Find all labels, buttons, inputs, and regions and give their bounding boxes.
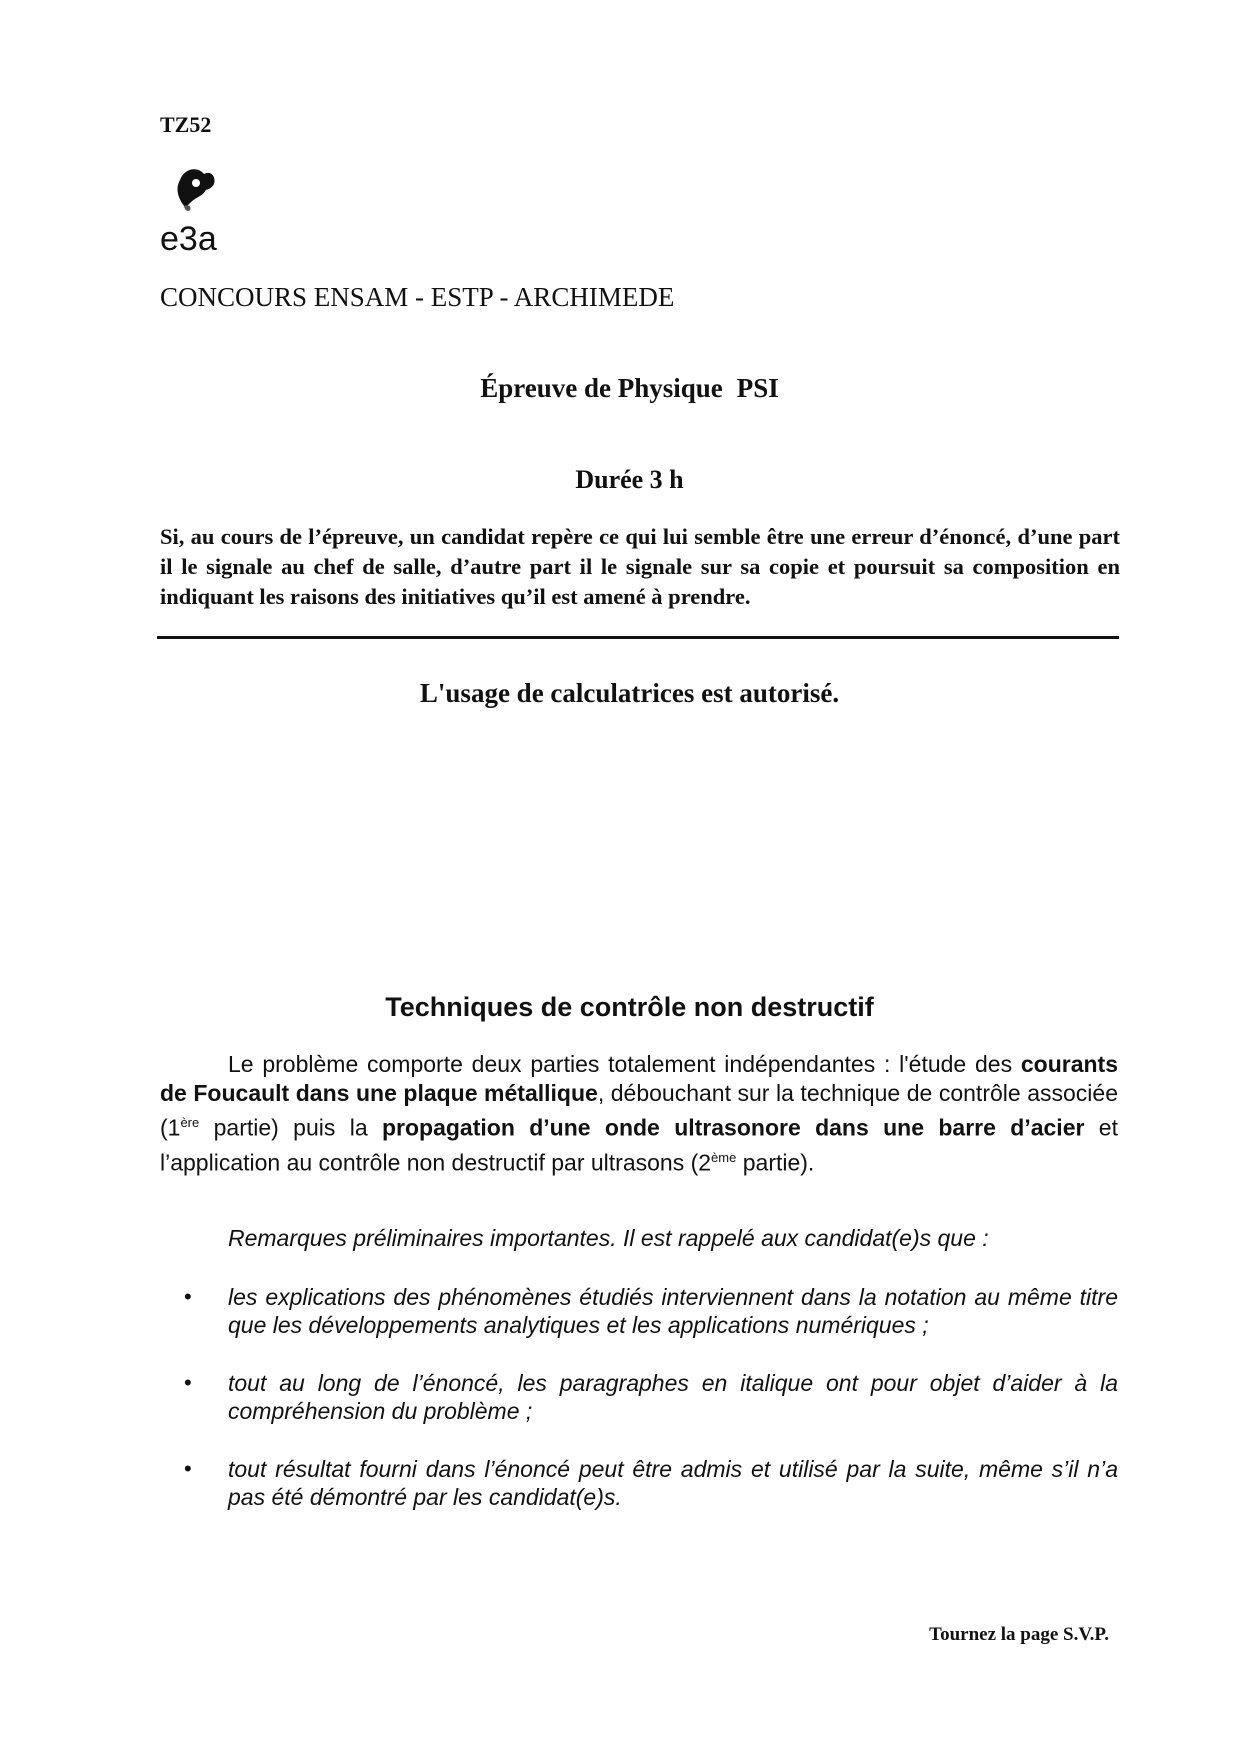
intro-text: partie). [736,1149,815,1176]
intro-text: et l’application au contrôle non destructif par ultrasons (2 [160,1114,1118,1176]
intro-text: partie) puis la [199,1114,382,1141]
intro-superscript: ère [180,1115,200,1130]
page-footer: Tournez la page S.V.P. [929,1624,1109,1645]
list-item [160,1283,1118,1339]
exam-code: TZ52 [160,112,212,137]
e3a-logo [158,160,268,260]
exam-duration: Durée 3 h [575,465,684,494]
list-item [160,1369,1118,1425]
remark-text: tout au long de l’énoncé, les paragraphes en italique ont pour objet d’aider à la compréhension du problème ; [228,1370,1118,1424]
exam-subject: Épreuve de Physique [480,373,723,403]
bullet-icon: • [184,1456,192,1481]
intro-bold-topic-1: courants de Foucault dans une plaque métallique [160,1051,1118,1106]
remarks-list [160,1283,1118,1511]
exam-title [0,373,1259,404]
contest-name: CONCOURS ENSAM - ESTP - ARCHIMEDE [160,282,675,312]
error-notice: Si, au cours de l’épreuve, un candidat repère ce qui lui semble être une erreur d’énoncé, d’une part il le signale au chef de salle, d’autre part il le signale sur sa copie et poursuit sa composition en indiquant les raisons des initiatives qu’il est amené à prendre. [160,524,1120,609]
e3a-logo-text: e3a [160,220,217,258]
remarks-heading: Remarques préliminaires importantes. Il est rappelé aux candidat(e)s que : [228,1225,989,1251]
divider [157,636,1119,639]
list-item [160,1455,1118,1511]
problem-title: Techniques de contrôle non destructif [385,992,874,1022]
remark-text: les explications des phénomènes étudiés interviennent dans la notation au même titre que les développements analytiques et les applications numériques ; [228,1284,1118,1338]
intro-text: , débouchant sur la technique de contrôle associée (1 [160,1080,1118,1141]
exam-track: PSI [736,373,779,403]
calculator-notice: L'usage de calculatrices est autorisé. [419,678,840,708]
intro-text: Le problème comporte deux parties totalement indépendantes : l'étude des [228,1051,1021,1077]
e3a-emblem-icon [178,169,215,211]
bullet-icon: • [184,1284,192,1309]
bullet-icon: • [184,1370,192,1395]
intro-superscript: ème [711,1149,737,1165]
intro-bold-topic-2: propagation d’une onde ultrasonore dans une barre d’acier [381,1114,1085,1141]
remark-text: tout résultat fourni dans l’énoncé peut être admis et utilisé par la suite, même s’il n’a pas été démontré par les candidat(e)s. [228,1456,1118,1510]
problem-intro [160,1050,1118,1177]
